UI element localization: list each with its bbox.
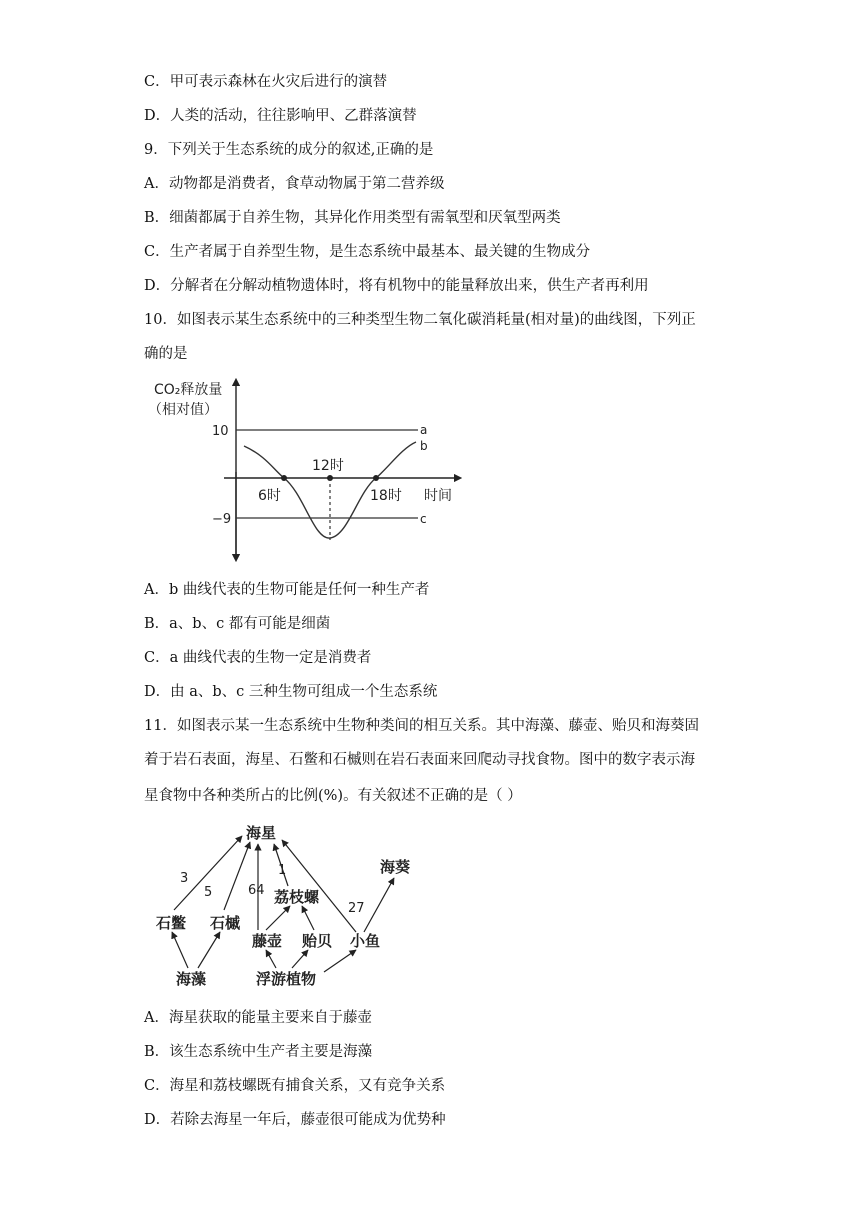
point-18h <box>373 475 379 481</box>
node-xiaoyu: 小鱼 <box>350 932 381 950</box>
edge-haizao-shiqi <box>198 932 220 968</box>
food-web-figure <box>150 816 430 996</box>
q10-option-b: B．a、b、c 都有可能是细菌 <box>144 616 331 632</box>
label-6h: 6时 <box>258 488 281 504</box>
x-axis-label: 时间 <box>424 488 452 504</box>
q11-stem-line2: 着于岩石表面，海星、石鳖和石槭则在岩石表面来回爬动寻找食物。图中的数字表示海 <box>144 752 695 768</box>
q11-option-b: B．该生态系统中生产者主要是海藻 <box>144 1044 373 1060</box>
edge-haizao-shibie <box>172 932 188 968</box>
q10-option-d: D．由 a、b、c 三种生物可组成一个生态系统 <box>144 684 438 700</box>
co2-curve-figure <box>140 372 480 568</box>
y-axis-label-line2: （相对值） <box>148 402 218 418</box>
node-tenghu: 藤壶 <box>252 932 283 950</box>
q9-stem: 9．下列关于生态系统的成分的叙述,正确的是 <box>144 142 434 158</box>
q11-option-a: A．海星获取的能量主要来自于藤壶 <box>144 1010 372 1026</box>
q9-option-c: C．生产者属于自养型生物，是生态系统中最基本、最关键的生物成分 <box>144 244 591 260</box>
node-haixing: 海星 <box>246 824 277 842</box>
node-haizao: 海藻 <box>176 970 207 988</box>
node-shiqi: 石槭 <box>210 914 241 932</box>
edge-fuyou-tenghu <box>266 950 276 968</box>
edge-fuyou-yibei <box>292 950 308 968</box>
label-18h: 18时 <box>370 488 402 504</box>
node-shibie: 石鳖 <box>156 914 187 932</box>
label-12h: 12时 <box>312 458 344 474</box>
node-yibei: 贻贝 <box>302 932 333 950</box>
q11-stem-line1: 11．如图表示某一生态系统中生物种类间的相互关系。其中海藻、藤壶、贻贝和海葵固 <box>144 718 699 734</box>
q10-option-a: A．b 曲线代表的生物可能是任何一种生产者 <box>144 582 430 598</box>
node-fuyou: 浮游植物 <box>256 970 317 988</box>
label-5: 5 <box>204 885 213 900</box>
label-3: 3 <box>180 871 189 886</box>
tick-10: 10 <box>212 424 229 439</box>
q11-stem-line3: 星食物中各种类所占的比例(%)。有关叙述不正确的是（ ） <box>144 788 522 804</box>
q8-option-d: D．人类的活动，往往影响甲、乙群落演替 <box>144 108 417 124</box>
label-27: 27 <box>348 901 365 916</box>
curve-c-label: c <box>420 512 427 526</box>
tick-neg9: −9 <box>212 512 232 527</box>
edge-yibei-lizhiluo <box>302 906 314 930</box>
q9-option-d: D．分解者在分解动植物遗体时，将有机物中的能量释放出来，供生产者再利用 <box>144 278 649 294</box>
q10-stem-line2: 确的是 <box>144 346 188 362</box>
edge-xiaoyu-haikui <box>364 878 394 932</box>
q9-option-a: A．动物都是消费者，食草动物属于第二营养级 <box>144 176 445 192</box>
q10-stem-line1: 10．如图表示某生态系统中的三种类型生物二氧化碳消耗量(相对量)的曲线图，下列正 <box>144 312 696 328</box>
q10-option-c: C．a 曲线代表的生物一定是消费者 <box>144 650 372 666</box>
q11-option-c: C．海星和荔枝螺既有捕食关系，又有竞争关系 <box>144 1078 446 1094</box>
point-6h <box>281 475 287 481</box>
edge-tenghu-lizhiluo <box>266 906 290 930</box>
q8-option-c: C．甲可表示森林在火灾后进行的演替 <box>144 74 388 90</box>
q9-option-b: B．细菌都属于自养生物，其异化作用类型有需氧型和厌氧型两类 <box>144 210 561 226</box>
label-64: 64 <box>248 883 265 898</box>
curve-b-label: b <box>420 439 428 453</box>
q11-option-d: D．若除去海星一年后，藤壶很可能成为优势种 <box>144 1112 446 1128</box>
node-haikui: 海葵 <box>380 858 411 876</box>
label-1: 1 <box>278 863 287 878</box>
node-lizhiluo: 荔枝螺 <box>274 888 320 906</box>
curve-a-label: a <box>420 423 428 437</box>
edge-fuyou-xiaoyu <box>324 950 356 972</box>
y-axis-label-line1: CO₂释放量 <box>154 382 223 398</box>
edge-xiaoyu-haixing <box>282 840 356 932</box>
